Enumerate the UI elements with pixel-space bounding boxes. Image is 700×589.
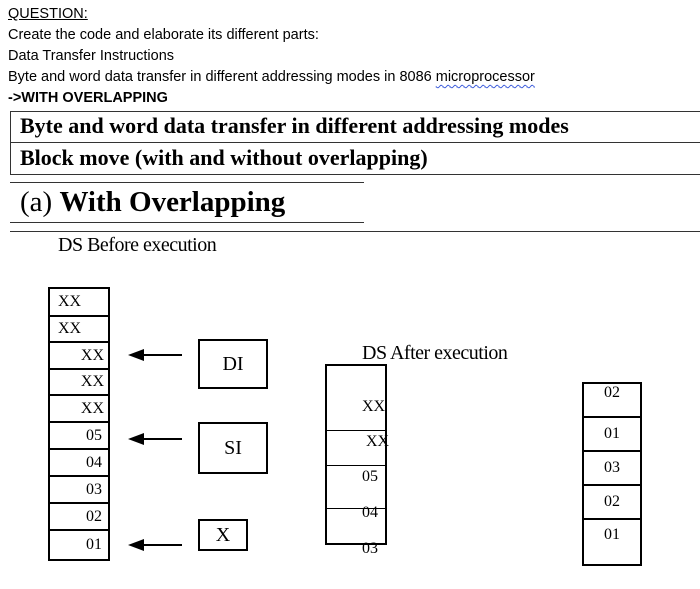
memory-cell: XX (48, 368, 110, 396)
memory-cell: 03 (48, 475, 110, 504)
question-line-1: Create the code and elaborate its different parts: (8, 27, 319, 43)
section-title: With Overlapping (59, 186, 286, 218)
memory-cell: XX (48, 287, 110, 317)
memory-cell: XX (48, 394, 110, 423)
after-memory-cell: 02 (582, 484, 642, 520)
after-middle-value: XX (362, 398, 386, 415)
after-caption: DS After execution (362, 342, 508, 364)
question-line-3-text: Byte and word data transfer in different addressing modes in 8086 (8, 69, 436, 85)
question-line-2: Data Transfer Instructions (8, 48, 175, 64)
after-memory-cell: 01 (582, 416, 642, 452)
memory-cell: 01 (48, 529, 110, 561)
register-x: X (198, 519, 248, 551)
after-memory-cell: 03 (582, 450, 642, 486)
arrow-left-icon (128, 349, 182, 361)
spellcheck-word: microprocessor (435, 69, 535, 85)
after-memory-cell: 02 (582, 382, 642, 418)
table-row-1: Byte and word data transfer in different addressing modes (20, 113, 569, 138)
memory-cell: XX (48, 315, 110, 343)
arrow-left-icon (128, 433, 182, 445)
before-caption: DS Before execution (58, 234, 217, 256)
memory-cell: 05 (48, 421, 110, 450)
register-di: DI (198, 339, 268, 389)
question-heading: QUESTION: (8, 6, 88, 22)
arrow-left-icon (128, 539, 182, 551)
table-row-2: Block move (with and without overlapping) (20, 145, 428, 170)
after-memory-cell: 01 (582, 518, 642, 566)
after-cell-divider (325, 465, 387, 466)
section-label: (a) (20, 186, 53, 218)
memory-cell: 02 (48, 502, 110, 531)
after-middle-value: XX (366, 433, 390, 450)
memory-cell: XX (48, 341, 110, 370)
register-si: SI (198, 422, 268, 474)
after-middle-value: 05 (362, 468, 378, 485)
question-line-4: ->WITH OVERLAPPING (8, 90, 168, 106)
after-middle-value: 03 (362, 540, 378, 557)
memory-cell: 04 (48, 448, 110, 477)
after-middle-value: 04 (362, 504, 378, 521)
after-cell-divider (325, 430, 387, 431)
